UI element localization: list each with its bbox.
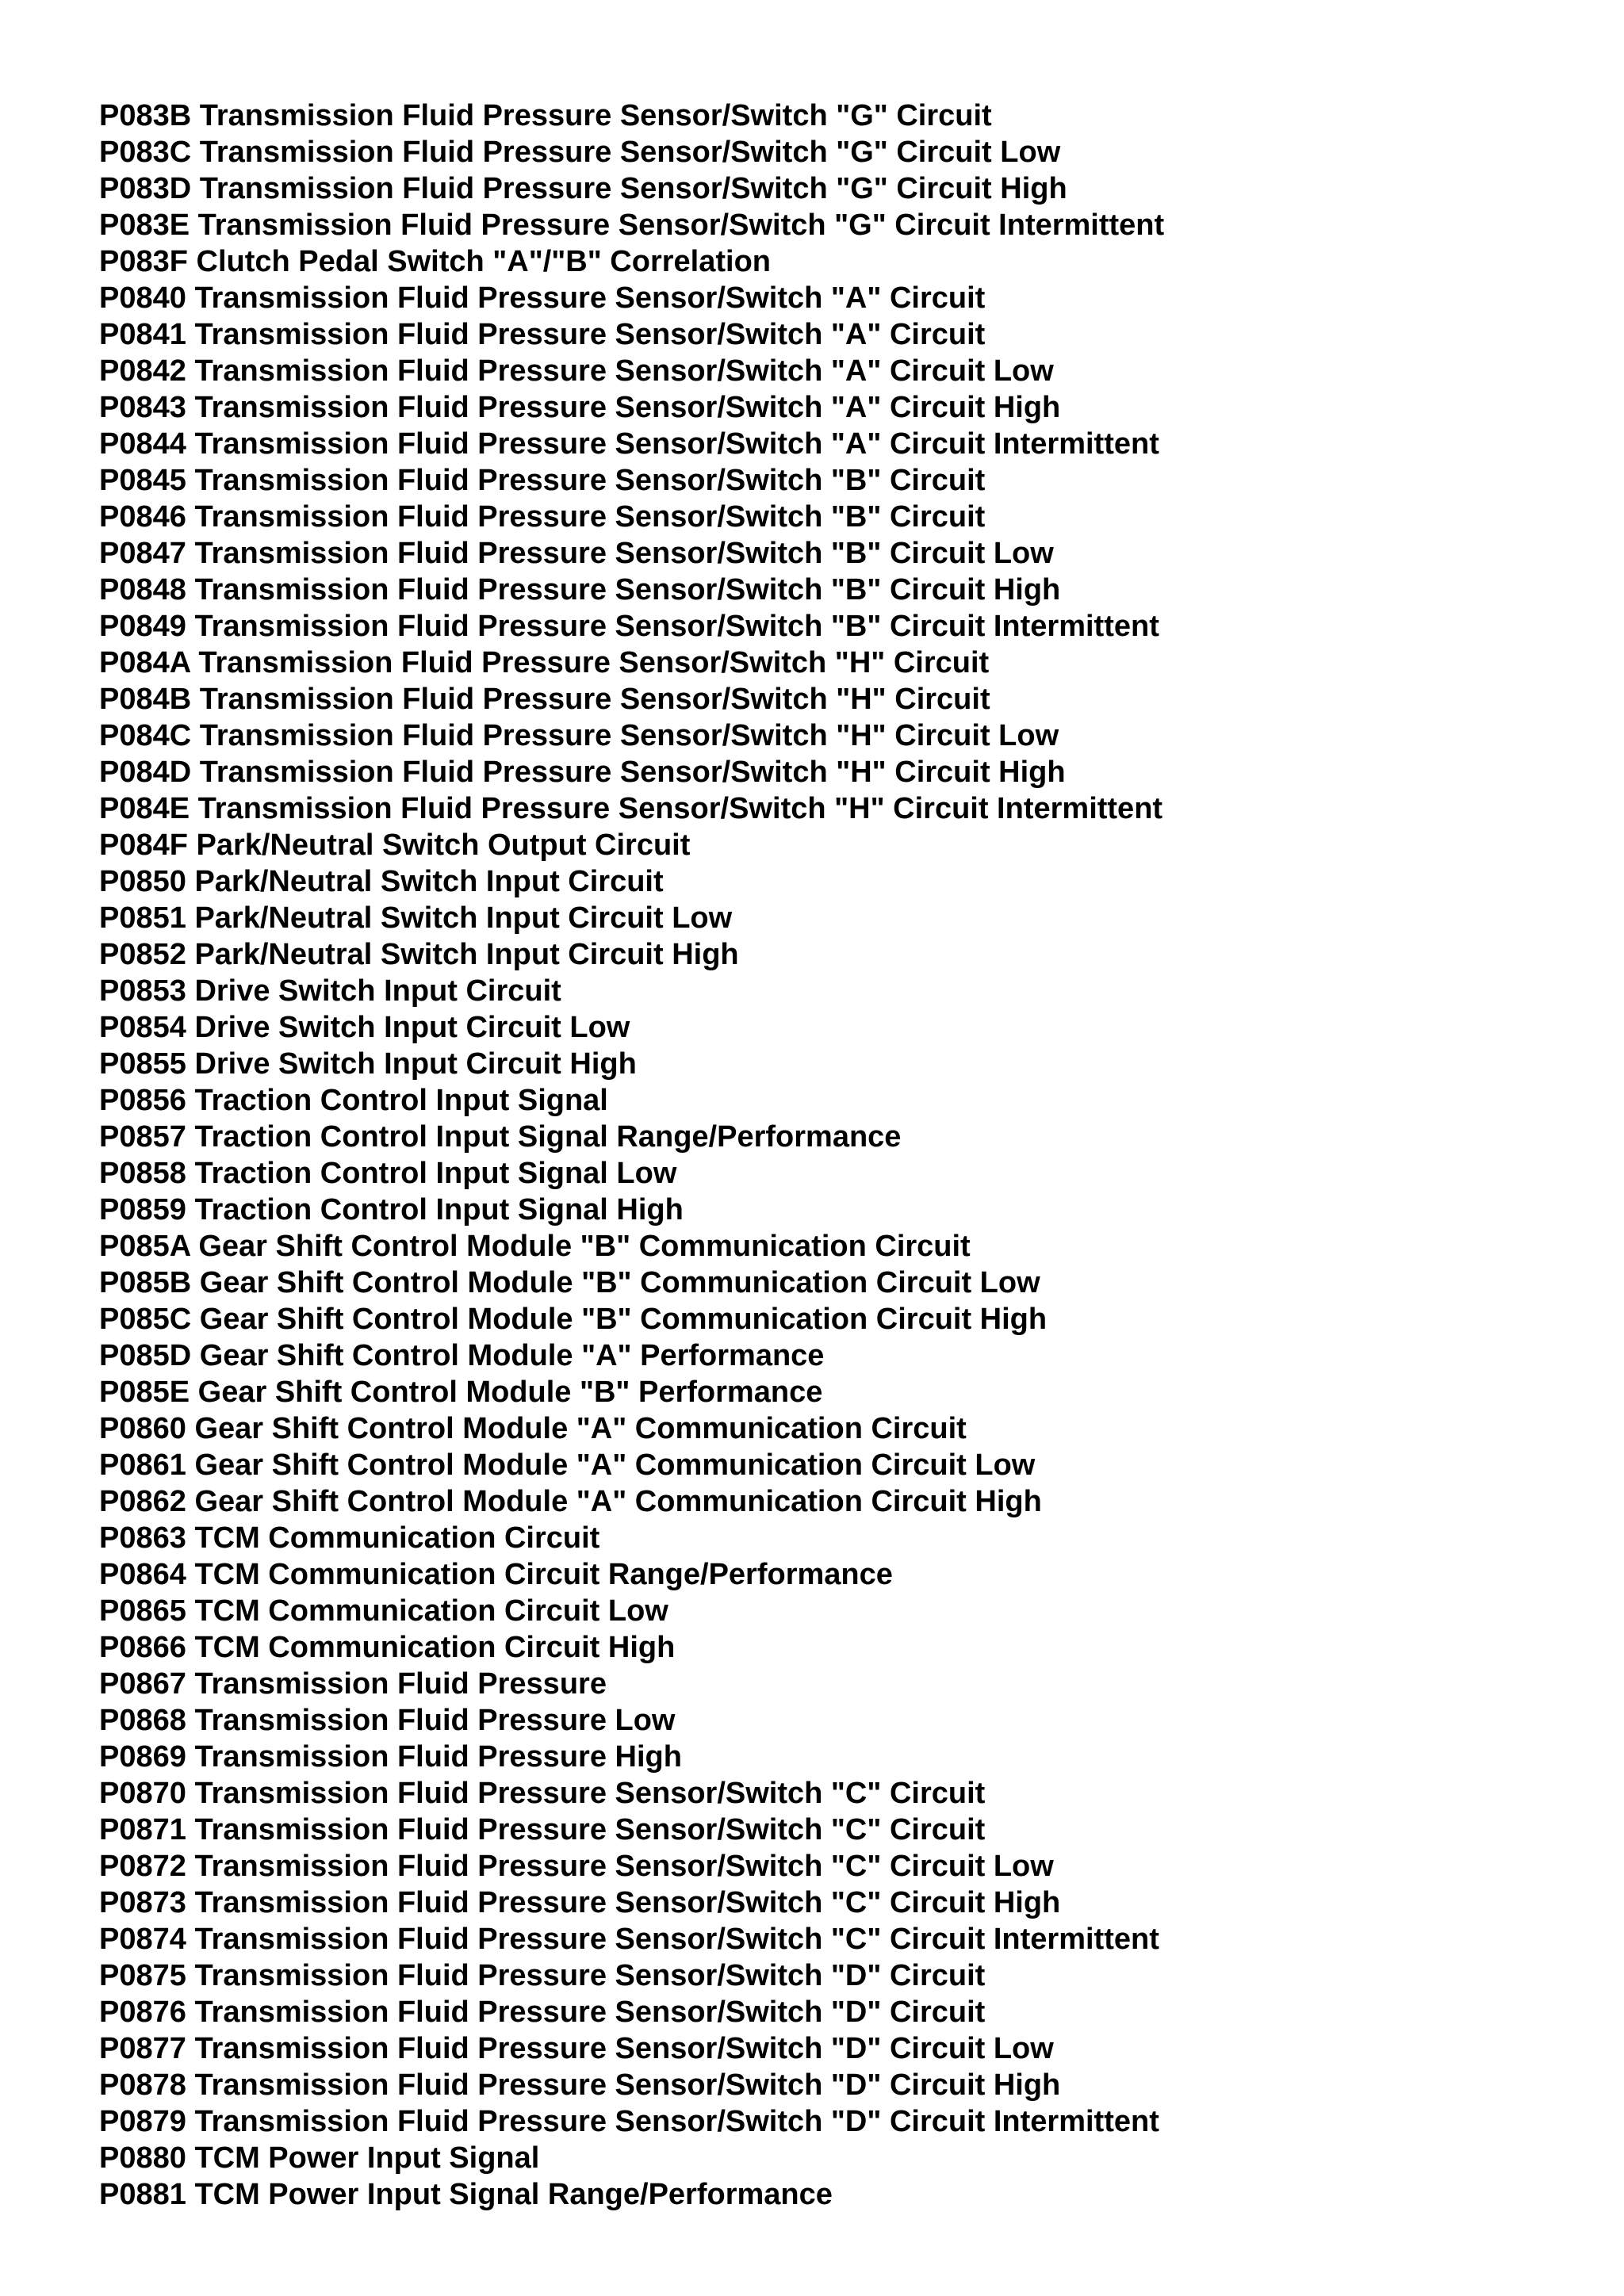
dtc-code-line: P0880 TCM Power Input Signal — [99, 2141, 540, 2175]
dtc-code-line: P0861 Gear Shift Control Module "A" Communication Circuit Low — [99, 1448, 1036, 1482]
dtc-code-line: P084A Transmission Fluid Pressure Sensor/Switch "H" Circuit — [99, 646, 990, 679]
dtc-code-line: P0848 Transmission Fluid Pressure Sensor/Switch "B" Circuit High — [99, 573, 1061, 607]
dtc-code-line: P0873 Transmission Fluid Pressure Sensor/Switch "C" Circuit High — [99, 1886, 1061, 1919]
dtc-code-line: P0855 Drive Switch Input Circuit High — [99, 1047, 637, 1081]
dtc-code-line: P084D Transmission Fluid Pressure Sensor/Switch "H" Circuit High — [99, 756, 1066, 789]
dtc-code-line: P0856 Traction Control Input Signal — [99, 1084, 608, 1117]
dtc-code-line: P084E Transmission Fluid Pressure Sensor/Switch "H" Circuit Intermittent — [99, 792, 1163, 825]
dtc-code-line: P0870 Transmission Fluid Pressure Sensor/Switch "C" Circuit — [99, 1777, 986, 1810]
dtc-code-line: P083E Transmission Fluid Pressure Sensor/Switch "G" Circuit Intermittent — [99, 209, 1165, 242]
dtc-code-line: P084B Transmission Fluid Pressure Sensor/Switch "H" Circuit — [99, 683, 990, 716]
dtc-code-line: P0846 Transmission Fluid Pressure Sensor/Switch "B" Circuit — [99, 500, 986, 534]
dtc-code-line: P0840 Transmission Fluid Pressure Sensor/Switch "A" Circuit — [99, 281, 986, 315]
dtc-code-line: P083C Transmission Fluid Pressure Sensor/Switch "G" Circuit Low — [99, 136, 1061, 169]
dtc-code-line: P0866 TCM Communication Circuit High — [99, 1631, 676, 1664]
dtc-code-line: P0845 Transmission Fluid Pressure Sensor/Switch "B" Circuit — [99, 464, 986, 497]
dtc-code-line: P0849 Transmission Fluid Pressure Sensor/Switch "B" Circuit Intermittent — [99, 610, 1159, 643]
dtc-code-line: P0841 Transmission Fluid Pressure Sensor/Switch "A" Circuit — [99, 318, 986, 351]
dtc-code-line: P0850 Park/Neutral Switch Input Circuit — [99, 865, 664, 898]
dtc-code-line: P0878 Transmission Fluid Pressure Sensor/Switch "D" Circuit High — [99, 2068, 1061, 2102]
dtc-code-line: P0876 Transmission Fluid Pressure Sensor/Switch "D" Circuit — [99, 1996, 986, 2029]
dtc-code-line: P0867 Transmission Fluid Pressure — [99, 1667, 607, 1701]
dtc-code-line: P085B Gear Shift Control Module "B" Communication Circuit Low — [99, 1266, 1040, 1299]
dtc-code-line: P0859 Traction Control Input Signal High — [99, 1193, 684, 1226]
dtc-code-line: P0851 Park/Neutral Switch Input Circuit Low — [99, 901, 733, 935]
dtc-code-line: P083F Clutch Pedal Switch "A"/"B" Correlation — [99, 245, 772, 278]
dtc-code-line: P083D Transmission Fluid Pressure Sensor/Switch "G" Circuit High — [99, 172, 1067, 205]
dtc-code-line: P0869 Transmission Fluid Pressure High — [99, 1740, 682, 1774]
dtc-code-line: P0853 Drive Switch Input Circuit — [99, 974, 561, 1008]
dtc-code-list — [99, 98, 1574, 2213]
dtc-code-line: P0879 Transmission Fluid Pressure Sensor/Switch "D" Circuit Intermittent — [99, 2105, 1159, 2138]
dtc-code-line: P0874 Transmission Fluid Pressure Sensor/Switch "C" Circuit Intermittent — [99, 1923, 1159, 1956]
dtc-code-line: P085C Gear Shift Control Module "B" Communication Circuit High — [99, 1303, 1048, 1336]
dtc-code-line: P0863 TCM Communication Circuit — [99, 1521, 600, 1555]
dtc-code-line: P0852 Park/Neutral Switch Input Circuit High — [99, 938, 739, 971]
dtc-code-line: P084C Transmission Fluid Pressure Sensor/Switch "H" Circuit Low — [99, 719, 1059, 752]
dtc-code-line: P084F Park/Neutral Switch Output Circuit — [99, 828, 691, 862]
dtc-code-line: P085E Gear Shift Control Module "B" Performance — [99, 1376, 823, 1409]
dtc-code-line: P083B Transmission Fluid Pressure Sensor/Switch "G" Circuit — [99, 99, 992, 132]
dtc-code-line: P0858 Traction Control Input Signal Low — [99, 1157, 677, 1190]
dtc-code-line: P0872 Transmission Fluid Pressure Sensor/Switch "C" Circuit Low — [99, 1850, 1054, 1883]
dtc-code-line: P0843 Transmission Fluid Pressure Sensor/Switch "A" Circuit High — [99, 391, 1061, 424]
dtc-code-line: P0875 Transmission Fluid Pressure Sensor/Switch "D" Circuit — [99, 1959, 986, 1992]
dtc-code-line: P0865 TCM Communication Circuit Low — [99, 1594, 668, 1628]
dtc-code-line: P085D Gear Shift Control Module "A" Performance — [99, 1339, 825, 1372]
dtc-code-line: P0844 Transmission Fluid Pressure Sensor/Switch "A" Circuit Intermittent — [99, 427, 1159, 461]
dtc-code-line: P0854 Drive Switch Input Circuit Low — [99, 1011, 630, 1044]
dtc-code-line: P0864 TCM Communication Circuit Range/Performance — [99, 1558, 893, 1591]
dtc-code-line: P0871 Transmission Fluid Pressure Sensor/Switch "C" Circuit — [99, 1813, 986, 1846]
dtc-code-line: P0862 Gear Shift Control Module "A" Communication Circuit High — [99, 1485, 1042, 1518]
dtc-code-line: P0857 Traction Control Input Signal Range/Performance — [99, 1120, 902, 1154]
dtc-code-line: P0842 Transmission Fluid Pressure Sensor/Switch "A" Circuit Low — [99, 354, 1054, 388]
dtc-code-line: P0860 Gear Shift Control Module "A" Communication Circuit — [99, 1412, 967, 1445]
dtc-code-line: P0847 Transmission Fluid Pressure Sensor/Switch "B" Circuit Low — [99, 537, 1054, 570]
dtc-code-line: P0868 Transmission Fluid Pressure Low — [99, 1704, 676, 1737]
dtc-code-line: P0877 Transmission Fluid Pressure Sensor/Switch "D" Circuit Low — [99, 2032, 1054, 2065]
dtc-code-line: P0881 TCM Power Input Signal Range/Performance — [99, 2178, 833, 2211]
dtc-code-line: P085A Gear Shift Control Module "B" Communication Circuit — [99, 1230, 971, 1263]
